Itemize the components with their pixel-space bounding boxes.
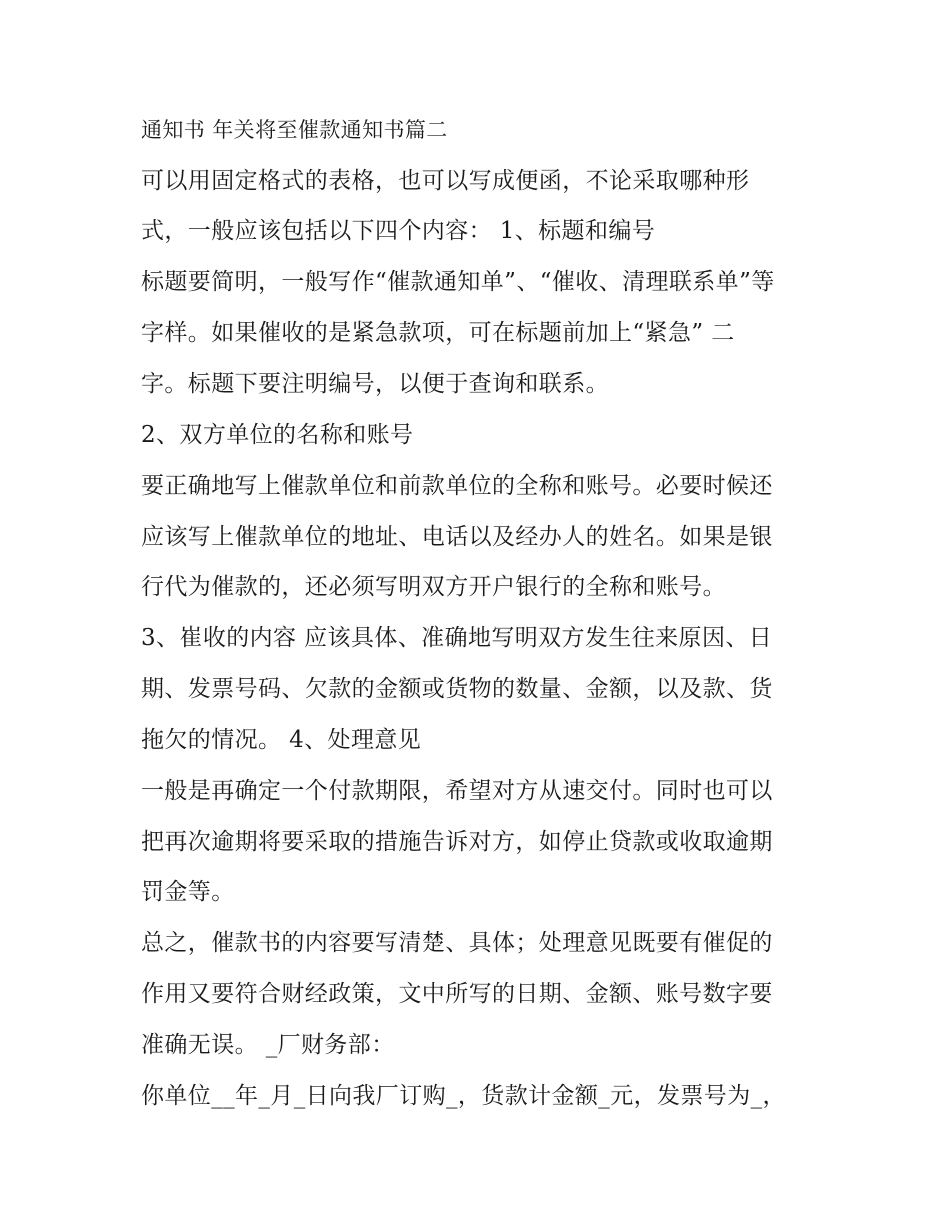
text-line: 标题要简明，一般写作“催款通知单”、“催收、清理联系单”等 <box>141 269 775 295</box>
text-line: 准确无误。 _厂财务部： <box>141 1032 395 1058</box>
document-title: 通知书 年关将至催款通知书篇二 <box>141 118 448 142</box>
text-line: 可以用固定格式的表格，也可以写成便函，不论采取哪种形 <box>141 168 750 194</box>
text-line: 3、崔收的内容 应该具体、准确地写明双方发生往来原因、日 <box>141 625 773 651</box>
text-line: 字。标题下要注明编号，以便于查询和联系。 <box>141 371 609 397</box>
text-line: 作用又要符合财经政策，文中所写的日期、金额、账号数字要 <box>141 981 773 1007</box>
text-line: 罚金等。 <box>141 879 235 905</box>
text-line: 式，一般应该包括以下四个内容： 1、标题和编号 <box>141 218 656 244</box>
text-line: 行代为催款的，还必须写明双方开户银行的全称和账号。 <box>141 574 726 600</box>
text-line: 把再次逾期将要采取的措施告诉对方，如停止贷款或收取逾期 <box>141 829 773 855</box>
text-line: 你单位__年_月_日向我厂订购_，货款计金额_元，发票号为_， <box>141 1083 786 1109</box>
text-line: 总之，催款书的内容要写清楚、具体；处理意见既要有催促的 <box>141 930 773 956</box>
text-line: 一般是再确定一个付款期限，希望对方从速交付。同时也可以 <box>141 778 773 804</box>
text-line: 要正确地写上催款单位和前款单位的全称和账号。必要时候还 <box>141 473 773 499</box>
section-heading: 2、双方单位的名称和账号 <box>141 422 414 448</box>
text-line: 期、发票号码、欠款的金额或货物的数量、金额，以及款、货 <box>141 676 773 702</box>
text-line: 应该写上催款单位的地址、电话以及经办人的姓名。如果是银 <box>141 524 773 550</box>
text-line: 字样。如果催收的是紧急款项，可在标题前加上“紧急” 二 <box>141 320 735 346</box>
text-line: 拖欠的情况。 4、处理意见 <box>141 727 422 753</box>
